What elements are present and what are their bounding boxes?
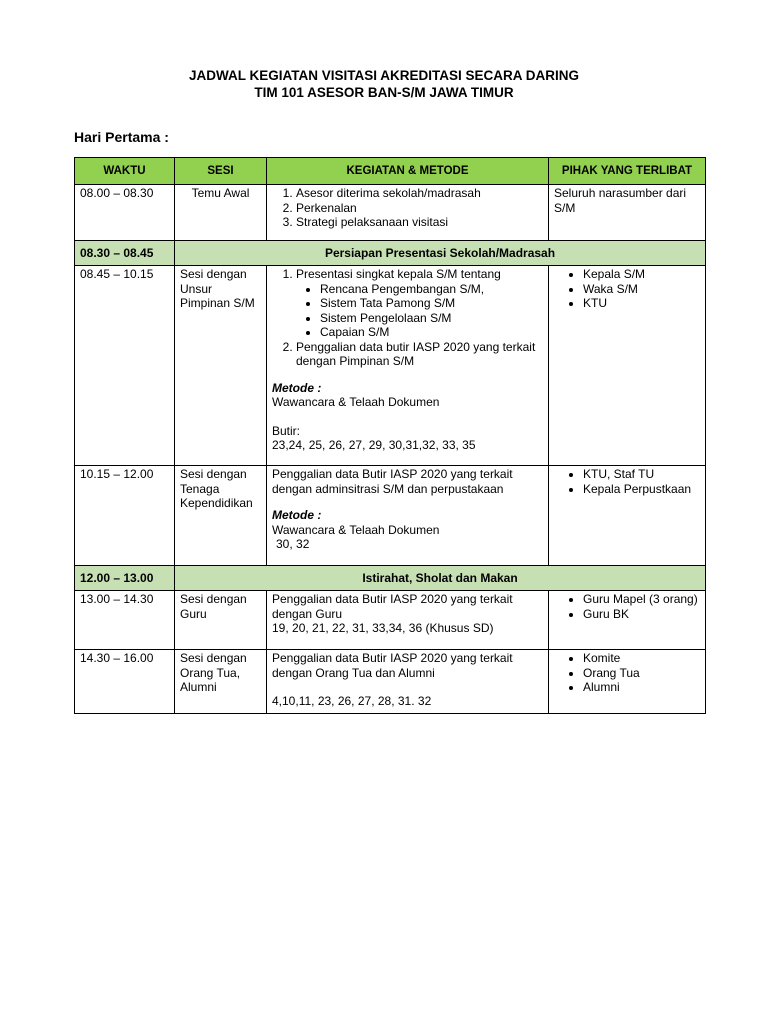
description-text: Penggalian data Butir IASP 2020 yang terkait dengan Guru <box>272 592 513 621</box>
list-item: 2. Penggalian data butir IASP 2020 yang terkait dengan Pimpinan S/M <box>296 340 543 369</box>
list-item: • Komite <box>583 651 700 666</box>
list-item: 2. Perkenalan <box>296 201 543 216</box>
metode-label: Metode : <box>272 380 322 395</box>
waktu-cell: 12.00 – 13.00 <box>75 566 175 591</box>
sub-list-item: • Capaian S/M <box>320 325 543 340</box>
table-header-row <box>75 158 706 185</box>
waktu-cell: 08.30 – 08.45 <box>75 241 175 266</box>
butir-label: Butir: <box>272 423 301 438</box>
list-item: 3. Strategi pelaksanaan visitasi <box>296 215 543 230</box>
break-label: Persiapan Presentasi Sekolah/Madrasah <box>175 241 706 266</box>
document-title: JADWAL KEGIATAN VISITASI AKREDITASI SECARA DARING <box>188 68 580 83</box>
list-item: • Orang Tua <box>583 666 700 681</box>
pihak-cell <box>549 591 706 650</box>
sub-list-item: • Sistem Pengelolaan S/M <box>320 311 543 326</box>
table-row <box>75 466 706 566</box>
sesi-cell: Temu Awal <box>175 185 267 241</box>
list-item: • Alumni <box>583 680 700 695</box>
butir-text: 30, 32 <box>276 537 310 551</box>
table-row <box>75 591 706 650</box>
activity-list <box>272 186 543 230</box>
break-row <box>75 241 706 266</box>
kegiatan-cell <box>267 466 549 566</box>
table-row <box>75 185 706 241</box>
list-item: • KTU, Staf TU <box>583 467 700 482</box>
break-label: Istirahat, Sholat dan Makan <box>175 566 706 591</box>
list-item-text: Presentasi singkat kepala S/M tentang <box>296 267 501 281</box>
butir-text: 4,10,11, 23, 26, 27, 28, 31. 32 <box>272 694 432 708</box>
list-item: • Guru Mapel (3 orang) <box>583 592 700 607</box>
list-item: • Kepala Perpustkaan <box>583 482 700 497</box>
pihak-list <box>554 267 700 311</box>
kegiatan-cell <box>267 185 549 241</box>
metode-label: Metode : <box>272 508 322 522</box>
pihak-cell <box>549 650 706 714</box>
table-row <box>75 650 706 714</box>
pihak-cell: Seluruh narasumber dari S/M <box>549 185 706 241</box>
waktu-cell: 08.00 – 08.30 <box>75 185 175 241</box>
header-kegiatan: KEGIATAN & METODE <box>267 158 549 185</box>
butir-text: 19, 20, 21, 22, 31, 33,34, 36 (Khusus SD) <box>272 621 494 635</box>
sesi-cell: Sesi dengan Unsur Pimpinan S/M <box>175 266 267 466</box>
list-item: 1. Asesor diterima sekolah/madrasah <box>296 186 543 201</box>
header-sesi: SESI <box>175 158 267 185</box>
list-item: • Waka S/M <box>583 282 700 297</box>
table-row <box>75 266 706 466</box>
pihak-list <box>554 651 700 695</box>
header-pihak: PIHAK YANG TERLIBAT <box>549 158 706 185</box>
sub-list-item: • Rencana Pengembangan S/M, <box>320 282 543 297</box>
kegiatan-cell <box>267 266 549 466</box>
pihak-cell <box>549 266 706 466</box>
pihak-cell <box>549 466 706 566</box>
schedule-table <box>74 157 706 714</box>
waktu-cell: 14.30 – 16.00 <box>75 650 175 714</box>
activity-list <box>272 267 543 369</box>
waktu-cell: 08.45 – 10.15 <box>75 266 175 466</box>
sesi-cell: Sesi dengan Orang Tua, Alumni <box>175 650 267 714</box>
list-item: • KTU <box>583 296 700 311</box>
sub-list-item: • Sistem Tata Pamong S/M <box>320 296 543 311</box>
list-item <box>296 267 543 340</box>
header-waktu: WAKTU <box>75 158 175 185</box>
metode-text: Wawancara & Telaah Dokumen <box>272 522 440 537</box>
metode-text: Wawancara & Telaah Dokumen <box>272 395 440 409</box>
sesi-cell: Sesi dengan Tenaga Kependidikan <box>175 466 267 566</box>
day-heading: Hari Pertama : <box>74 129 169 145</box>
sesi-cell: Sesi dengan Guru <box>175 591 267 650</box>
kegiatan-cell <box>267 650 549 714</box>
list-item: • Guru BK <box>583 607 700 622</box>
sub-list <box>296 282 543 340</box>
waktu-cell: 10.15 – 12.00 <box>75 466 175 566</box>
butir-text: 23,24, 25, 26, 27, 29, 30,31,32, 33, 35 <box>272 438 476 452</box>
description-text: Penggalian data Butir IASP 2020 yang terkait dengan Orang Tua dan Alumni <box>272 651 513 680</box>
pihak-list <box>554 467 700 496</box>
kegiatan-cell <box>267 591 549 650</box>
break-row <box>75 566 706 591</box>
waktu-cell: 13.00 – 14.30 <box>75 591 175 650</box>
pihak-list <box>554 592 700 621</box>
description-text: Penggalian data Butir IASP 2020 yang terkait dengan adminsitrasi S/M dan perpustakaan <box>272 467 513 496</box>
document-subtitle: TIM 101 ASESOR BAN-S/M JAWA TIMUR <box>254 85 514 100</box>
list-item: • Kepala S/M <box>583 267 700 282</box>
